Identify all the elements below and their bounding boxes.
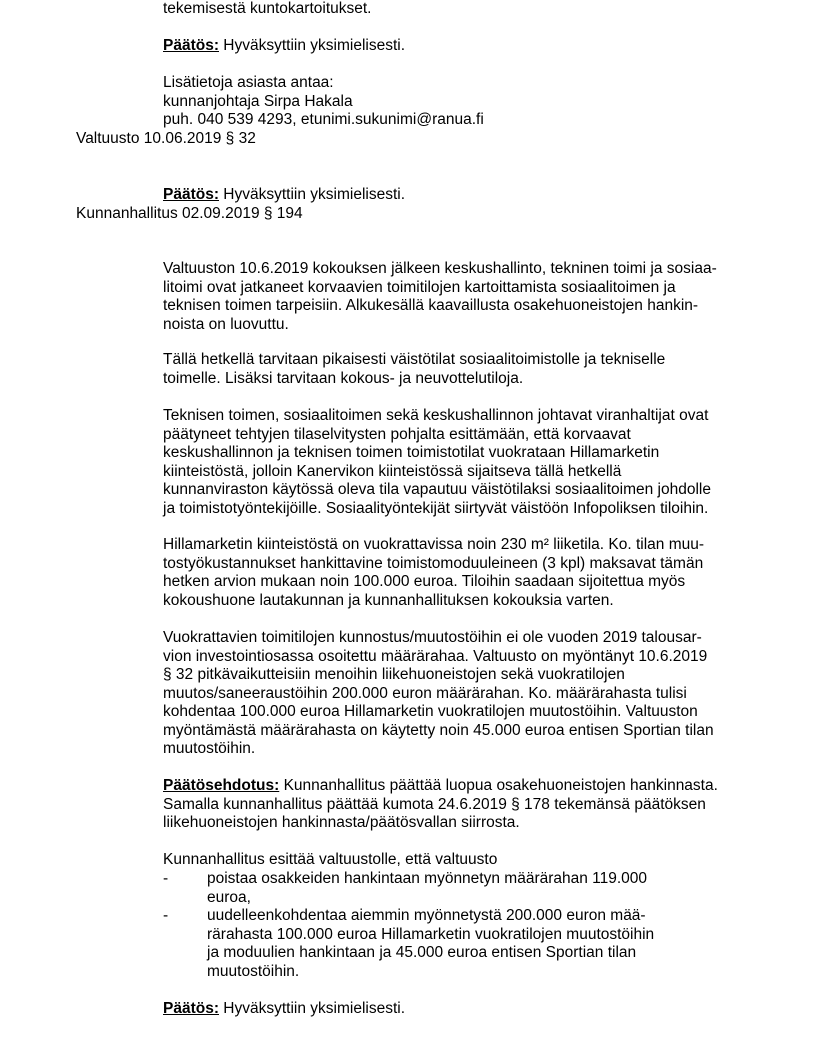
decision-text: Hyväksyttiin yksimielisesti. (219, 186, 406, 203)
contact-line: puh. 040 539 4293, etunimi.sukunimi@ranua.fi (163, 111, 484, 128)
contact-info (163, 74, 484, 130)
proposal-text: Kunnanhallitus päättää luopua osakehuoneistojen hankinnasta. (279, 777, 718, 794)
paragraph (163, 407, 711, 518)
text-line: hetken arvion mukaan noin 100.000 euroa. Tiloihin saadaan sijoitettua myös (163, 573, 686, 590)
text-line: päätyneet tehtyjen tilaselvitysten pohjalta esittämään, että korvaavat (163, 425, 631, 443)
text-line: kunnanviraston käytössä oleva tila vapautuu väistötilaksi sosiaalitoimen johdolle (163, 481, 711, 498)
dash-bullet-icon: - (163, 870, 169, 887)
text-line: liikehuoneistojen hankinnasta/päätösvallan siirrosta. (163, 814, 520, 831)
proposal-label: Päätösehdotus: (163, 777, 280, 794)
section-title-valtuusto: Valtuusto 10.06.2019 § 32 (76, 130, 256, 147)
decision-3 (163, 1000, 405, 1019)
text-line: kokoushuone lautakunnan ja kunnanhallituksen kokouksia varten. (163, 591, 614, 609)
text-line: teknisen toimen tarpeisiin. Alkukesällä kaavaillusta osakehuoneistojen hankin- (163, 297, 699, 314)
text-line: myöntämästä määrärahasta on käytetty noin 45.000 euroa entisen Sportian tilan (163, 721, 714, 739)
council-intro: Kunnanhallitus esittää valtuustolle, että valtuusto (163, 851, 498, 868)
text-line: kiinteistöstä, jolloin Kanervikon kiinteistössä sijaitseva tällä hetkellä (163, 462, 622, 480)
decision-2 (163, 186, 405, 205)
decision-label: Päätös: (163, 186, 219, 203)
decision-text: Hyväksyttiin yksimielisesti. (219, 1000, 406, 1017)
text-line: euroa, (207, 888, 251, 906)
text-line: vion investointiosassa osoitettu määrärahaa. Valtuusto on myöntänyt 10.6.2019 (163, 647, 708, 665)
text-line: § 32 pitkävaikutteisiin menoihin liikehuoneistojen sekä vuokratilojen (163, 666, 625, 683)
decision-proposal (163, 777, 718, 833)
decision-1 (163, 37, 405, 56)
text-line: muutostöihin. (163, 740, 256, 757)
decision-label: Päätös: (163, 37, 219, 54)
text-line: keskushallinnon ja teknisen toimen toimistotilat vuokrataan Hillamarketin (163, 444, 660, 461)
list-item-text (207, 907, 654, 981)
decision-text: Hyväksyttiin yksimielisesti. (219, 37, 406, 54)
text-line: ja toimistotyöntekijöille. Sosiaalityöntekijät siirtyvät väistöön Infopoliksen tiloihin. (163, 499, 709, 517)
text-line: noista on luovuttu. (163, 315, 289, 333)
top-fragment: tekemisestä kuntokartoitukset. (163, 0, 372, 17)
contact-line: Lisätietoja asiasta antaa: (163, 74, 334, 91)
text-line: ja moduulien hankintaan ja 45.000 euroa entisen Sportian tilan (207, 944, 637, 961)
text-line: Tällä hetkellä tarvitaan pikaisesti väistötilat sosiaalitoimistolle ja tekniselle (163, 351, 666, 368)
text-line: poistaa osakkeiden hankintaan myönnetyn määrärahan 119.000 (207, 870, 648, 887)
text-line: muutos/saneeraustöihin 200.000 euron määrärahan. Ko. määrärahasta tulisi (163, 684, 687, 702)
text-line: Valtuuston 10.6.2019 kokouksen jälkeen keskushallinto, tekninen toimi ja sosiaa- (163, 260, 717, 277)
list-item-text (207, 870, 647, 907)
text-line: litoimi ovat jatkaneet korvaavien toimitilojen kartoittamista sosiaalitoimen ja (163, 278, 676, 296)
paragraph (163, 629, 714, 759)
contact-line: kunnanjohtaja Sirpa Hakala (163, 92, 353, 110)
paragraph (163, 260, 717, 334)
dash-bullet-icon: - (163, 907, 169, 924)
text-line: Samalla kunnanhallitus päättää kumota 24.6.2019 § 178 tekemänsä päätöksen (163, 795, 706, 813)
text-line: rärahasta 100.000 euroa Hillamarketin vuokratilojen muutostöihin (207, 925, 655, 943)
text-line (163, 777, 718, 796)
section-title-kunnanhallitus: Kunnanhallitus 02.09.2019 § 194 (76, 205, 303, 222)
text-line: muutostöihin. (207, 962, 300, 980)
paragraph (163, 351, 665, 388)
text-line: Teknisen toimen, sosiaalitoimen sekä keskushallinnon johtavat viranhaltijat ovat (163, 407, 709, 424)
text-line: Vuokrattavien toimitilojen kunnostus/muutostöihin ei ole vuoden 2019 talousar- (163, 629, 702, 646)
paragraph (163, 536, 704, 610)
text-line: uudelleenkohdentaa aiemmin myönnetystä 200.000 euron mää- (207, 907, 646, 924)
decision-label: Päätös: (163, 1000, 219, 1017)
text-line: toimelle. Lisäksi tarvitaan kokous- ja neuvottelutiloja. (163, 369, 524, 387)
text-line: tostyökustannukset hankittavine toimistomoduuleineen (3 kpl) maksavat tämän (163, 554, 704, 572)
text-line: Hillamarketin kiinteistöstä on vuokrattavissa noin 230 m² liiketila. Ko. tilan muu- (163, 536, 705, 553)
text-line: kohdentaa 100.000 euroa Hillamarketin vuokratilojen muutostöihin. Valtuuston (163, 703, 698, 720)
